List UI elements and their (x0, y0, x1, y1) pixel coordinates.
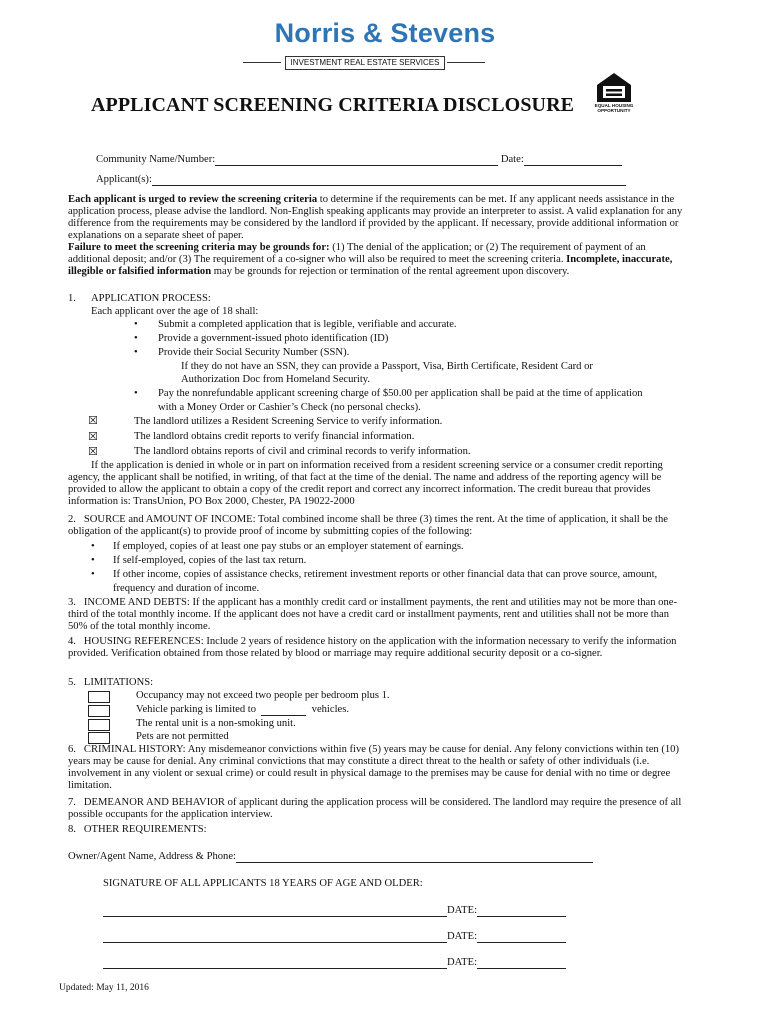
updated-date: Updated: May 11, 2016 (59, 983, 149, 993)
owner-input[interactable] (236, 851, 593, 863)
intro-text: to determine if the requirements can be met. If any applicant needs assistance in the application process, please advise the landlord. Non-English speaking applicants may provide an interpreter to assist. A valid explanation for any difference from the requirements may be considered by the landlord if provided by the applicant. If necessary, provide additional information or explanations on a separate sheet of paper. (68, 194, 683, 241)
signature-row[interactable] (103, 931, 566, 943)
limitation-checkbox[interactable] (88, 732, 110, 744)
list-item-detail: with a Money Order or Cashier’s Check (no personal checks). (158, 402, 421, 413)
limitation-item (136, 704, 349, 716)
company-logo-text: Norris & Stevens (274, 18, 496, 48)
limitation-item: Occupancy may not exceed two people per bedroom plus 1. (136, 690, 390, 701)
list-item: Provide a government-issued photo identification (ID) (158, 333, 389, 344)
limitation-checkbox[interactable] (88, 691, 110, 703)
signature-row[interactable] (103, 957, 566, 969)
bullet: • (134, 347, 138, 358)
list-item: Provide their Social Security Number (SSN). (158, 347, 350, 358)
owner-label: Owner/Agent Name, Address & Phone: (68, 851, 236, 862)
section-1-number: 1. (68, 293, 76, 304)
parking-count-input[interactable] (261, 704, 306, 716)
incomplete-bold: Incomplete, inaccurate, illegible or falsified information (68, 253, 673, 277)
section-5-heading: 5. LIMITATIONS: (68, 677, 154, 688)
failure-bold: Failure to meet the screening criteria may be grounds for: (68, 242, 330, 253)
denial-paragraph: If the application is denied in whole or in part on information received from a resident screening service or a consumer credit reporting agency, the applicant shall be notified, in writing, of that fact at the time of the denial. The name and address of the reporting agency will be provided to allow the applicant to obtain a copy of the credit report and correct any incorrect information. The credit bureau that provides information is: TransUnion, PO Box 2000, Chester, PA 19022-2000 (68, 460, 663, 507)
applicants-label: Applicant(s): (96, 174, 152, 185)
list-item-detail: frequency and duration of income. (113, 583, 260, 594)
page-title: APPLICANT SCREENING CRITERIA DISCLOSURE (91, 94, 575, 116)
limitation-checkbox[interactable] (88, 705, 110, 717)
bullet: • (134, 333, 138, 344)
bullet: • (91, 569, 95, 580)
list-item: If self-employed, copies of the last tax return. (113, 555, 307, 566)
signature-date-input[interactable] (477, 905, 566, 917)
date-label: DATE: (447, 905, 478, 916)
signature-date-input[interactable] (477, 931, 566, 943)
signature-input[interactable] (103, 931, 447, 943)
checked-box-icon[interactable]: ☒ (88, 430, 98, 443)
list-item: If employed, copies of at least one pay stubs or an employer statement of earnings. (113, 541, 464, 552)
applicants-input[interactable] (152, 174, 626, 186)
parking-label: Vehicle parking is limited to (136, 704, 257, 715)
intro-bold: Each applicant is urged to review the screening criteria (68, 194, 318, 205)
section-1-sub: Each applicant over the age of 18 shall: (91, 306, 259, 317)
list-item: Pay the nonrefundable applicant screening charge of $50.00 per application shall be paid at the time of application (158, 388, 643, 399)
divider (447, 62, 485, 63)
eho-line-2: OPPORTUNITY (597, 108, 631, 113)
bullet: • (134, 319, 138, 330)
section-2: 2. SOURCE and AMOUNT OF INCOME: Total combined income shall be three (3) times the rent. At the time of application, it shall be the obligation of the applicant(s) to provide proof of income by submitting copies of the following: (68, 514, 668, 537)
date-label: DATE: (447, 957, 478, 968)
community-label: Community Name/Number: (96, 154, 216, 165)
section-1-heading: APPLICATION PROCESS: (91, 293, 211, 304)
section-3: 3. INCOME AND DEBTS: If the applicant has a monthly credit card or installment payments, the rent and utilities may not be more than one-third of the total monthly income. If the applicant does not have a credit card or installment payments, rent and utilities shall not be more than 50% of the total monthly income. (68, 597, 678, 632)
signature-input[interactable] (103, 905, 447, 917)
list-item-detail: If they do not have an SSN, they can provide a Passport, Visa, Birth Certificate, Resident Card or (181, 361, 593, 372)
company-tagline (243, 56, 485, 70)
intro-paragraph (68, 194, 686, 242)
failure-paragraph (68, 242, 686, 278)
divider (243, 62, 281, 63)
section-4: 4. HOUSING REFERENCES: Include 2 years of residence history on the application with the information necessary to verify the information provided. Verification obtained from those related by blood or marriage may require additional security deposit or a co-signer. (68, 636, 677, 659)
date-label: Date: (500, 154, 524, 165)
checked-box-icon[interactable]: ☒ (88, 414, 98, 427)
section-8: 8. OTHER REQUIREMENTS: (68, 824, 207, 835)
date-label: DATE: (447, 931, 478, 942)
list-item-detail: Authorization Doc from Homeland Security. (181, 374, 371, 385)
signature-input[interactable] (103, 957, 447, 969)
bullet: • (91, 555, 95, 566)
limitation-item: Pets are not permitted (136, 731, 229, 742)
list-item: Submit a completed application that is legible, verifiable and accurate. (158, 319, 457, 330)
owner-field[interactable] (68, 851, 593, 863)
list-item: If other income, copies of assistance checks, retirement investment reports or other financial data that can prove source, amount, (113, 569, 658, 580)
parking-unit: vehicles. (311, 704, 349, 715)
eho-line-1: EQUAL HOUSING (594, 103, 634, 108)
bullet: • (134, 388, 138, 399)
tagline-text: INVESTMENT REAL ESTATE SERVICES (285, 56, 445, 70)
date-input[interactable] (524, 154, 622, 166)
applicants-field[interactable] (96, 174, 626, 186)
limitation-checkbox[interactable] (88, 719, 110, 731)
signature-heading: SIGNATURE OF ALL APPLICANTS 18 YEARS OF AGE AND OLDER: (103, 878, 423, 889)
check-item: The landlord obtains credit reports to verify financial information. (134, 431, 415, 442)
limitation-item: The rental unit is a non-smoking unit. (136, 718, 296, 729)
check-item: The landlord obtains reports of civil and criminal records to verify information. (134, 446, 471, 457)
signature-row[interactable] (103, 905, 566, 917)
failure-text: (1) The denial of the application; or (2) The requirement of payment of an additional deposit; and/or (3) The requirement of a co-signer who will also be required to meet the screening criteria. (68, 242, 646, 265)
community-field[interactable] (96, 154, 622, 166)
bullet: • (91, 541, 95, 552)
check-item: The landlord utilizes a Resident Screening Service to verify information. (134, 416, 443, 427)
incomplete-text: may be grounds for rejection or termination of the rental agreement upon discovery. (211, 265, 570, 277)
signature-date-input[interactable] (477, 957, 566, 969)
equal-housing-label (592, 103, 636, 113)
section-7: 7. DEMEANOR AND BEHAVIOR of applicant during the application process will be considered. The landlord may require the presence of all possible occupants for the application interview. (68, 797, 682, 820)
section-6: 6. CRIMINAL HISTORY: Any misdemeanor convictions within five (5) years may be cause for denial. Any felony convictions within ten (10) years may be cause for denial. Any criminal convictions that may constitute a direct threat to the health or safety of other individuals (i.e. involvement in any violent or sexual crime) or could result in physical damage to the premises may be cause for denial with no time or degree limitation. (68, 744, 679, 791)
checked-box-icon[interactable]: ☒ (88, 445, 98, 458)
community-input[interactable] (215, 154, 498, 166)
